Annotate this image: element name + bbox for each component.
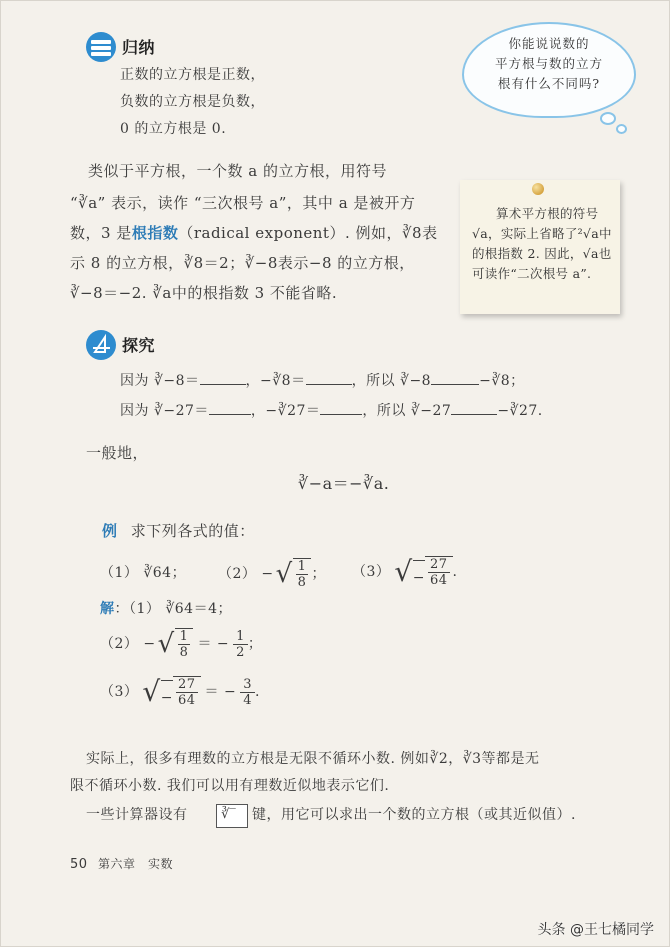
fraction (233, 629, 248, 660)
fraction-numerator: 3 (240, 677, 255, 693)
note-line-2: √a，实际上省略了²√a中 (472, 226, 612, 241)
solution-s3-mid: ＝ − (204, 684, 237, 700)
example-q3-pre: （3） (352, 564, 391, 580)
example-q1: （1） ∛64； (100, 565, 187, 581)
pushpin-icon (532, 183, 544, 195)
solution-line-1 (100, 602, 232, 616)
explore-l2-a: 因为 ∛−27＝ (120, 403, 209, 419)
fraction-denominator: 2 (236, 644, 245, 660)
fraction (293, 558, 312, 590)
minus-sign: − (413, 560, 425, 585)
example-q3-post: . (452, 564, 458, 580)
para1-line-4: 示 8 的立方根，∛8＝2；∛−8表示−8 的立方根， (70, 254, 415, 272)
watermark: 头条 @王七橘同学 (537, 922, 654, 938)
general-label: 一般地， (86, 444, 149, 462)
fraction-denominator: 64 (430, 573, 448, 588)
answer-blank[interactable] (431, 384, 479, 385)
radical-sign-icon: √ (157, 629, 175, 659)
example-line (102, 524, 255, 539)
radical-sign-icon: √ (275, 559, 293, 589)
explore-icon (86, 330, 116, 360)
answer-blank[interactable] (306, 384, 352, 385)
bubble-tail-small (616, 124, 627, 134)
summary-line-3: 0 的立方根是 0. (120, 121, 227, 137)
para1-line-5: ∛−8＝−2. ∛a中的根指数 3 不能省略. (70, 284, 338, 302)
radical-exponent-term: 根指数 (131, 224, 179, 242)
note-line-1: 算术平方根的符号 (496, 206, 599, 221)
fraction-denominator: 4 (243, 692, 253, 708)
solution-s2-mid: ＝ − (197, 636, 230, 652)
summary-line-2: 负数的立方根是负数， (120, 94, 265, 110)
bubble-line-3: 根有什么不同吗? (497, 76, 601, 91)
explore-l2-b: ，−∛27＝ (250, 403, 321, 419)
cube-root-key-icon (216, 804, 248, 828)
solution-s2-post: ； (247, 636, 263, 652)
fraction-denominator: 8 (297, 575, 307, 590)
answer-blank[interactable] (320, 414, 362, 415)
answer-blank[interactable] (200, 384, 246, 385)
radical-sign-icon: √ (394, 555, 413, 588)
para1-line-1: 类似于平方根，一个数 a 的立方根，用符号 (88, 162, 387, 180)
explore-l2-c: ，所以 ∛−27 (362, 403, 452, 419)
para2-line-3-pre: 一些计算器设有 (86, 807, 188, 823)
explore-l1-d: −∛8； (479, 373, 525, 389)
fraction-denominator: 64 (178, 693, 196, 708)
para1-line-2: “∛a” 表示，读作 “三次根号 a”，其中 a 是被开方 (70, 194, 416, 212)
minus-sign: − (161, 680, 173, 705)
solution-line-2 (100, 628, 262, 660)
summary-title: 归纳 (122, 38, 156, 57)
explore-l1-a: 因为 ∛−8＝ (120, 373, 200, 389)
thought-bubble (462, 22, 636, 118)
example-q2-pre: （2） − (218, 566, 274, 582)
explore-line-2 (120, 404, 543, 418)
fraction (175, 628, 194, 660)
fraction (240, 677, 255, 708)
explore-line-1 (120, 374, 525, 388)
fraction-numerator: 1 (297, 559, 307, 574)
example-label: 例 (102, 522, 118, 540)
example-q2 (218, 558, 326, 590)
para2-line-2: 限不循环小数. 我们可以用有理数近似地表示它们. (70, 778, 390, 794)
answer-blank[interactable] (451, 414, 497, 415)
solution-s3-pre: （3） (100, 684, 139, 700)
explore-l2-d: −∛27. (497, 403, 543, 419)
para2-line-3-post: 键，用它可以求出一个数的立方根（或其近似值）. (252, 807, 576, 823)
side-note-card (460, 180, 620, 314)
note-line-3: 的根指数 2. 因此，√a也 (472, 246, 612, 261)
fraction-denominator: 8 (179, 645, 189, 660)
para1-line-3-pre: 数，3 是 (70, 224, 132, 242)
example-q2-post: ； (311, 566, 326, 582)
explore-l1-b: ，−∛8＝ (245, 373, 306, 389)
page-number: 50 (70, 857, 88, 872)
fraction (173, 676, 201, 708)
solution-s1: ：（1） ∛64＝4； (114, 601, 232, 617)
example-prompt: 求下列各式的值： (130, 522, 255, 540)
summary-line-1: 正数的立方根是正数， (120, 67, 265, 83)
answer-blank[interactable] (209, 414, 251, 415)
cube-root-key-label: ∛‾ (221, 807, 236, 822)
example-q3 (352, 556, 458, 588)
book-icon (86, 32, 116, 62)
bubble-tail-large (600, 112, 616, 125)
solution-label: 解 (100, 601, 115, 617)
radical-sign-icon: √ (142, 675, 161, 708)
explore-title: 探究 (122, 336, 156, 355)
chapter-title: 第六章 实数 (98, 857, 174, 871)
solution-line-3 (100, 676, 260, 708)
explore-l1-c: ，所以 ∛−8 (351, 373, 432, 389)
fraction (425, 556, 453, 588)
bubble-line-1: 你能说说数的 (508, 36, 590, 51)
solution-s2-pre: （2） − (100, 636, 156, 652)
bubble-line-2: 平方根与数的立方 (494, 56, 603, 71)
fraction-numerator: 1 (233, 629, 248, 645)
para1-line-3-post: （radical exponent）. 例如，∛8表 (178, 224, 438, 242)
para2-line-1: 实际上，很多有理数的立方根是无限不循环小数. 例如∛2，∛3等都是无 (86, 751, 540, 767)
fraction-numerator: 27 (178, 677, 196, 692)
fraction-numerator: 1 (179, 629, 189, 644)
para1-line-3 (70, 226, 438, 241)
solution-s3-post: . (255, 684, 260, 700)
general-formula: ∛−a＝−∛a. (298, 474, 390, 493)
fraction-numerator: 27 (430, 557, 448, 572)
note-line-4: 可读作“二次根号 a”. (472, 266, 592, 281)
